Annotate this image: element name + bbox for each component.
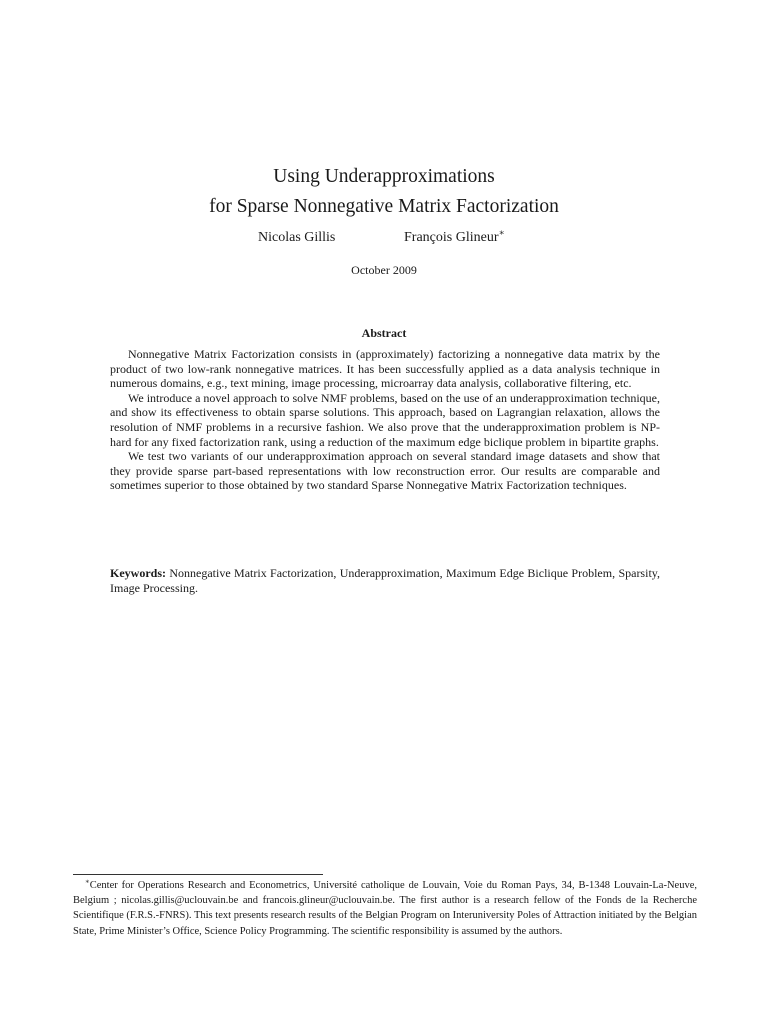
paper-title-line-2: for Sparse Nonnegative Matrix Factorization <box>209 196 559 217</box>
abstract-paragraph: Nonnegative Matrix Factorization consists in (approximately) factorizing a nonnegative data matrix by the product of two low-rank nonnegative matrices. It has been successfully applied as a data analysis technique in numerous domains, e.g., text mining, image processing, microarray data analysis, collaborative filtering, etc. <box>110 347 660 391</box>
abstract-heading: Abstract <box>361 326 407 340</box>
paper-date: October 2009 <box>351 263 417 277</box>
author-name <box>404 227 505 246</box>
abstract-paragraph: We test two variants of our underapproximation approach on several standard image datasets and show that they provide sparse part-based representations with low reconstruction error. Our results are comparable and sometimes superior to those obtained by two standard Sparse Nonnegative Matrix Factorization techniques. <box>110 449 660 493</box>
author-name: Nicolas Gillis <box>258 230 336 245</box>
footnote <box>73 878 697 939</box>
keywords-text: Nonnegative Matrix Factorization, Underapproximation, Maximum Edge Biclique Problem, Sparsity, Image Processing. <box>110 566 660 595</box>
abstract-paragraph: We introduce a novel approach to solve NMF problems, based on the use of an underapproximation technique, and show its effectiveness to obtain sparse solutions. This approach, based on Lagrangian relaxation, allows the resolution of NMF problems in a recursive fashion. We also prove that the underapproximation problem is NP-hard for any fixed factorization rank, using a reduction of the maximum edge biclique problem in bipartite graphs. <box>110 390 660 449</box>
abstract-body <box>110 347 660 493</box>
paper-title-line-1: Using Underapproximations <box>273 166 495 187</box>
footnote-text: Center for Operations Research and Econometrics, Université catholique de Louvain, Voie du Roman Pays, 34, B-1348 Louvain-La-Neuve, Belgium ; nicolas.gillis@uclouvain.be and francois.glineur@uclouvain.be. The first author is a research fellow of the Fonds de la Recherche Scientifique (F.R.S.-FNRS). This text presents research results of the Belgian Program on Interuniversity Poles of Attraction initiated by the Belgian State, Prime Minister’s Office, Science Policy Programming. The scientific responsibility is assumed by the authors. <box>73 880 697 937</box>
keywords-section <box>110 566 660 596</box>
author-footnote-mark: ∗ <box>498 227 505 238</box>
author-list <box>0 227 768 250</box>
footnote-mark: ∗ <box>85 877 90 886</box>
footnote-divider <box>73 874 323 875</box>
keywords-label: Keywords: <box>110 566 166 580</box>
author-name-text: François Glineur <box>404 230 499 245</box>
paper-title <box>0 162 768 222</box>
